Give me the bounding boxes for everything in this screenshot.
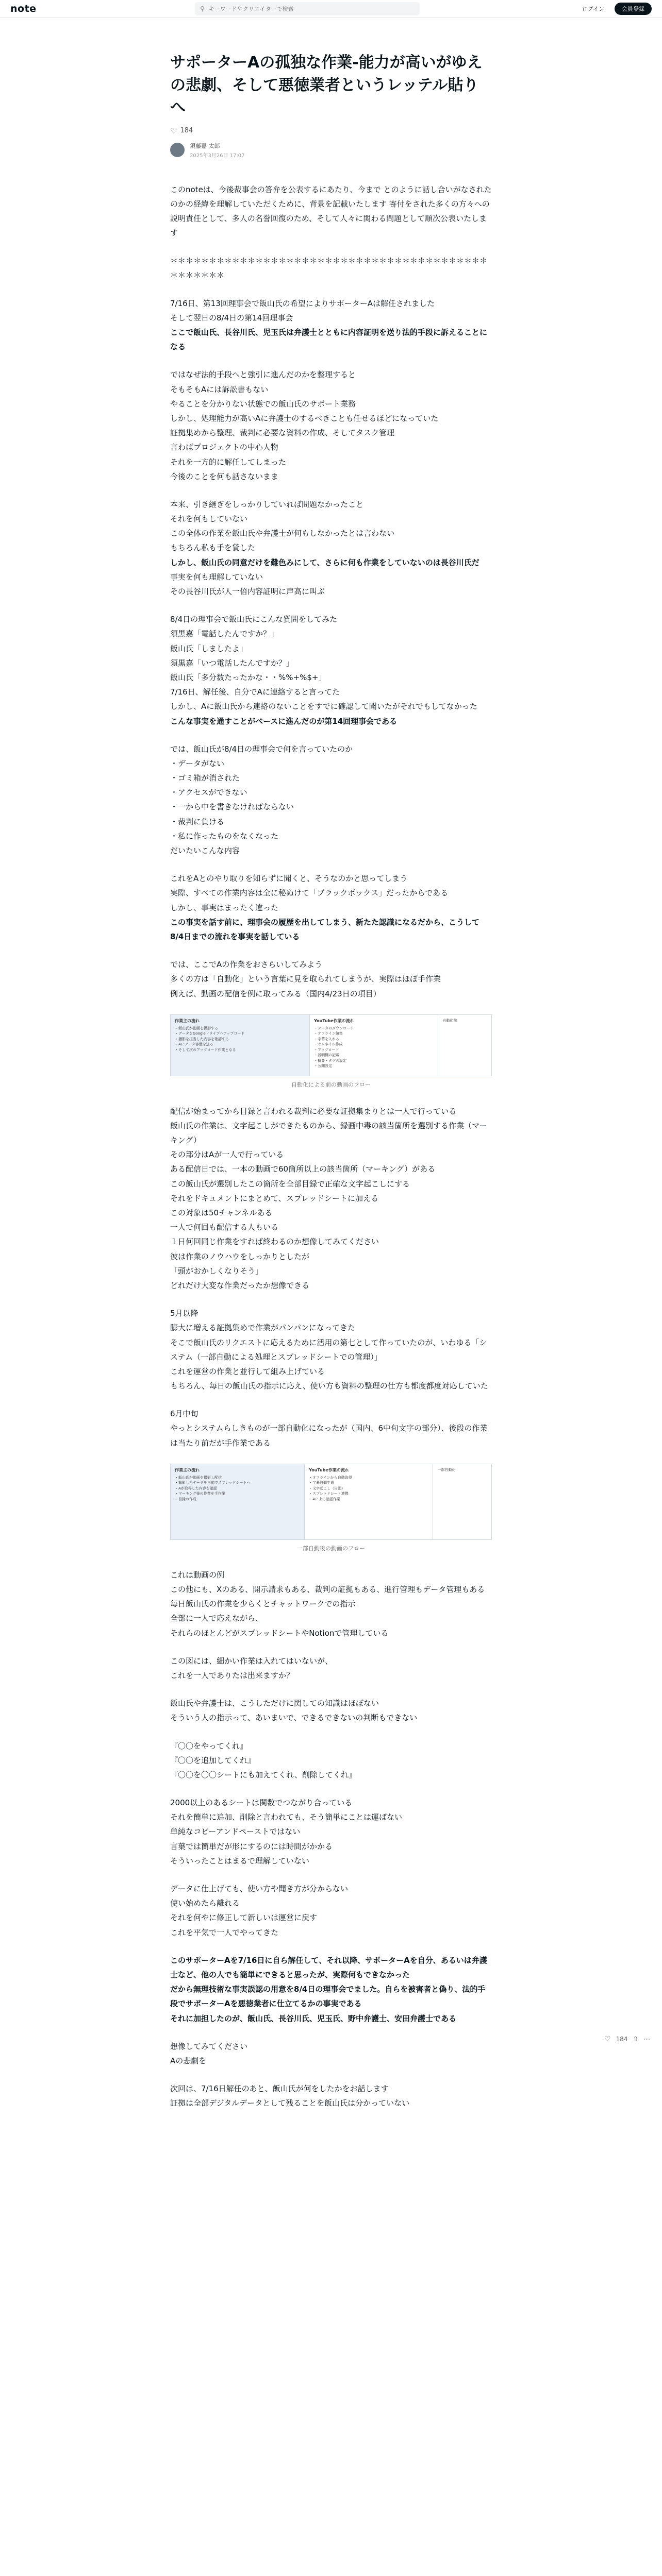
fig1-mid-head: YouTube作業の流れ	[314, 1018, 354, 1023]
fig1-mid-line: ・オフライン編集	[314, 1031, 343, 1036]
body3-paragraph: データに仕上げても、使い方や聞き方が分からない 使い始めたら離れる それを何やに修正して新しいは運営に戻す これを平気で一人でやってきた	[170, 1884, 349, 1937]
bold-emphasis: ここで飯山氏、長谷川氏、児玉氏は弁護士とともに内容証明を送り法的手段に訴えることになる	[170, 328, 488, 352]
fig1-right-label: 自動化前	[442, 1018, 457, 1023]
figure-caption: 自動化による前の動画のフロー	[291, 1081, 371, 1088]
article-title: サポーターAの孤独な作業-能力が高いがゆえの悲劇、そして悪徳業者というレッテル貼りへ	[170, 54, 483, 116]
body3-paragraph: 想像してみてください Aの悲劇を	[170, 2041, 248, 2065]
avatar[interactable]	[170, 143, 185, 157]
fig1-mid-line: ・サムネイル作成	[314, 1042, 343, 1047]
fig1-mid-line: ・公開設定	[314, 1064, 333, 1069]
author-name[interactable]: 須藤嘉 太郎	[190, 142, 220, 149]
like-count: 184	[180, 127, 193, 134]
fig1-left-line: ・撮影を担当した内容を確認する	[175, 1037, 229, 1041]
fig2-left-line: ・Aが取得した内容を確認	[175, 1486, 217, 1490]
post-date: 2025年3月26日 17:07	[190, 152, 245, 159]
fig1-left-line: ・Aにデータ容量を送る	[175, 1042, 213, 1047]
search-input[interactable]	[205, 6, 401, 12]
body-paragraph: 7/16日、第13回理事会で飯山氏の希望によりサポーターAは解任されました そして翌日の8/4日の第14回理事会 ここで飯山氏、長谷川氏、児玉氏は弁護士とともに内容証明を送り法的手段に訴えることになる	[170, 298, 488, 352]
body-paragraph: 本来、引き継ぎをしっかりしていれば問題なかったこと それを何もしていない この全体の作業を飯山氏や弁護士が何もしなかったとは言わない もちろん私も手を貸した しかし、飯山氏の同意だけを難色みにして、さらに何も作業をしていないのは長谷川氏だ 事実を何も理解していない その長谷川氏が人一倍内容証明に声高に叫ぶ	[170, 499, 479, 596]
author-block[interactable]	[170, 142, 492, 159]
bold-emphasis: この事実を話す前に、理事会の履歴を出してしまう、新たた認識になるだから、こうして8/4日までの流れを事実を話している	[170, 917, 480, 941]
fig2-mid-line: ・Aによる確認作業	[309, 1497, 340, 1501]
site-header	[0, 0, 662, 18]
body3-paragraph: この図には、細かい作業は入れてはいないが、 これを一人でありたは出来ますか？	[170, 1656, 333, 1680]
search-box[interactable]	[195, 2, 420, 15]
fig2-mid-line: ・スプレッドシート連携	[309, 1492, 349, 1496]
fig2-mid-line: ・オフラインから自動取得	[309, 1475, 352, 1480]
like-row	[170, 126, 492, 135]
fig2-left-line: ・飯山氏が動画を撮影し配信	[175, 1475, 222, 1480]
fig2-mid-line: ・字幕自動生成	[309, 1481, 335, 1485]
article-body	[170, 182, 492, 1001]
fig2-mid-head: YouTube作業の流れ	[309, 1467, 349, 1472]
body3-paragraph: 飯山氏や弁護士は、こうしただけに関しての知識はほぼない そういう人の指示って、あいまいで、できるできないの判断もできない	[170, 1699, 418, 1723]
body-paragraph: では、ここでAの作業をおさらいしてみよう 多くの方は「自動化」という言葉に見を取られてしまうが、実際はほぼ手作業 例えば、動画の配信を例に取ってみる（国内4/23日の項目）	[170, 960, 441, 998]
fig2-mid-line: ・文字起こし（自動）	[309, 1486, 345, 1490]
signup-button[interactable]: 会員登録	[615, 3, 652, 15]
more-icon[interactable]: ⋯	[643, 2035, 651, 2043]
fig1-mid-line: ・アップロード	[314, 1047, 339, 1052]
figure-partial-automation	[170, 1464, 492, 1552]
flow-diagram-image	[170, 1014, 492, 1076]
fig2-left-head: 作業主の流れ	[175, 1467, 200, 1472]
fig1-mid-line: ・字幕を入れる	[314, 1037, 340, 1041]
fig2-left-line: ・撮影したデータを自動でスプレッドシートへ	[175, 1481, 251, 1485]
body2-paragraph: 配信が始まってから目録と言われる裁判に必要な証拠集まりとは一人で行っている 飯山氏の作業は、文字起こしができたものから、録画中毒の該当箇所を選別する作業（マーキング） その部分はAが一人で行っている ある配信日では、一本の動画で60箇所以上の該当箇所（マーキング）がある この飯山氏が選別したこの箇所を全部目録で正確な文字起こしにする それをドキュメントにまとめて、スプレッドシートに加える この対象は50チャンネルある 一人で何回も配信する人もいる １日何回同じ作業をすれば終わるのか想像してみてください 彼は作業のノウハウをしっかりとしたが 「頭がおかしくなりそう」 どれだけ大変な作業だったか想像できる	[170, 1106, 488, 1290]
fig1-left-line: ・飯山氏が動画を撮影する	[175, 1026, 218, 1030]
floating-actions	[604, 2035, 650, 2043]
bold-emphasis: こんな事実を通すことがベースに進んだのが第14回理事会である	[170, 716, 398, 726]
fig1-mid-line: ・データのダウンロード	[314, 1026, 354, 1030]
body-paragraph: では、飯山氏が8/4日の理事会で何を言っていたのか ・データがない ・ゴミ箱が消された ・アクセスができない ・一から中を書きなければならない ・裁判に負ける ・私に作ったものをなくなった だいたいこんな内容	[170, 744, 353, 855]
body2-paragraph: 5月以降 膨大に増える証拠集めで作業がパンパンになってきた そこで飯山氏のリクエストに応えるために活用の第七として作っていたのが、いわゆる「システム（一部自動による処理とスプレッドシートでの管理）」 これを運営の作業と並行して組み上げている もちろん、毎日の飯山氏の指示に応え、使い方も資料の整理の仕方も都度都度対応していた	[170, 1309, 488, 1391]
heart-icon[interactable]: ♡	[604, 2035, 611, 2043]
article-body-3	[170, 1568, 492, 2111]
fig1-mid-line: ・説明欄の記載	[314, 1053, 340, 1058]
body-paragraph: ＊＊＊＊＊＊＊＊＊＊＊＊＊＊＊＊＊＊＊＊＊＊＊＊＊＊＊＊＊＊＊＊＊＊＊＊＊＊＊＊＊＊＊＊＊＊＊＊	[170, 256, 488, 280]
article-body-2	[170, 1104, 492, 1450]
fig1-left-line: ・データをGoogleドライブへアップロード	[175, 1031, 245, 1036]
body-paragraph: 8/4日の理事会で飯山氏にこんな質問をしてみた 須黒嘉「電話したんですか？」 飯山氏「しましたよ」 須黒嘉「いつ電話したんですか？」 飯山氏「多分数たったかな・・%%+%$+」 7/16日、解任後、自分でAに連絡すると言ってた しかし、Aに飯山氏から連絡のないことをすでに確認して聞いたがそれでもしてなかった こんな事実を通すことがベースに進んだのが第14回理事会である	[170, 615, 477, 726]
body3-paragraph: 『〇〇をやってくれ』 『〇〇を追加してくれ』 『〇〇を〇〇シートにも加えてくれ、削除してくれ』	[170, 1741, 356, 1780]
body3-paragraph: 2000以上のあるシートは関数でつながり合っている それを簡単に追加、削除と言われても、そう簡単にことは運ばない 単純なコピーアンドペーストではない 言葉では簡単だが形にするのには時間がかかる そういったことはまるで理解していない	[170, 1798, 403, 1866]
body3-paragraph: これは動画の例 この他にも、Xのある、開示請求もある、裁判の証拠もある、進行管理もデータ管理もある 毎日飯山氏の作業を少らくとチャットワークでの指示 全部に一人で応えながら、 それらのほとんどがスプレッドシートやNotionで管理している	[170, 1570, 485, 1638]
note-logo[interactable]: note	[10, 3, 37, 14]
fig1-left-line: ・そして次のアップロード作業となる	[175, 1047, 236, 1052]
body2-paragraph: 6月中旬 やっとシステムらしきものが一部自動化になったが（国内、6中旬文字の部分）、後段の作業は当たり前だが手作業である	[170, 1409, 488, 1448]
figure-caption-2: 一部自動後の動画のフロー	[297, 1545, 365, 1552]
fig2-right-label: 一部自動化	[437, 1467, 456, 1472]
bold-emphasis: しかし、飯山氏の同意だけを難色みにして、さらに何も作業をしていないのは長谷川氏だ	[170, 557, 479, 567]
figure-before-automation	[170, 1014, 492, 1089]
login-link[interactable]: ログイン	[582, 6, 604, 12]
fig2-left-line: ・目録の作成	[175, 1497, 196, 1501]
share-icon[interactable]: ⇧	[633, 2035, 639, 2043]
flow-diagram-image-2	[170, 1464, 492, 1540]
fig1-mid-line: ・概要・タグの設定	[314, 1058, 347, 1063]
bold-emphasis: このサポーターAを7/16日に自ら解任して、それ以降、サポーターAを自分、あるいは弁護士など、他の人でも簡単にできると思ったが、実際何もできなかった だから無理技術な事実誤認の用意を8/4日の理事会でました。自らを被害者と偽り、法的手段でサポーターAを悪徳業者に仕立てるかの事実である それに加担したのが、飯山氏、長谷川氏、児玉氏、野中弁護士、安田弁護士である	[170, 1955, 487, 2023]
fig2-left-line: ・マーキング後の作業を手作業	[175, 1492, 225, 1496]
body-paragraph: ではなぜ法的手段へと強引に進んだのかを整理すると そもそもAには訴訟書もない やることを分かりない状態での飯山氏のサポート業務 しかし、処理能力が高いAに弁護士のするべきことも任せるほどになっていた 証拠集めから整理、裁判に必要な資料の作成、そしてタスク管理 言わばプロジェクトの中心人物 それを一方的に解任してしまった 今後のことを何も話さないまま	[170, 370, 439, 481]
fig1-left-head: 作業主の流れ	[175, 1018, 200, 1023]
body3-paragraph	[170, 1953, 492, 2026]
heart-icon[interactable]: ♡	[170, 126, 177, 135]
body3-paragraph: 次回は、7/16日解任のあと、飯山氏が何をしたかをお話します 証拠は全部デジタルデータとして残ることを飯山氏は分かっていない	[170, 2084, 410, 2108]
body-paragraph: これをAとのやり取りを知らずに聞くと、そうなのかと思ってしまう 実際、すべての作業内容は全に秘ぬけて「ブラックボックス」だったからである しかし、事実はまったく違った この事実を話す前に、理事会の履歴を出してしまう、新たた認識になるだから、こうして8/4日までの流れを事実を話している	[170, 874, 480, 941]
article	[170, 52, 492, 2124]
body-paragraph: このnoteは、今後裁事会の答弁を公表するにあたり、今まで とのように話し合いがなされたのかの経緯を理解していただくために、背景を記載いたします 寄付をされた多くの方々への説明責任として、多人の名誉回復のため、そして人々に関わる問題として順次公表いたします	[170, 184, 492, 238]
floating-like-count: 184	[616, 2036, 628, 2043]
search-icon: ⚲	[200, 5, 205, 12]
